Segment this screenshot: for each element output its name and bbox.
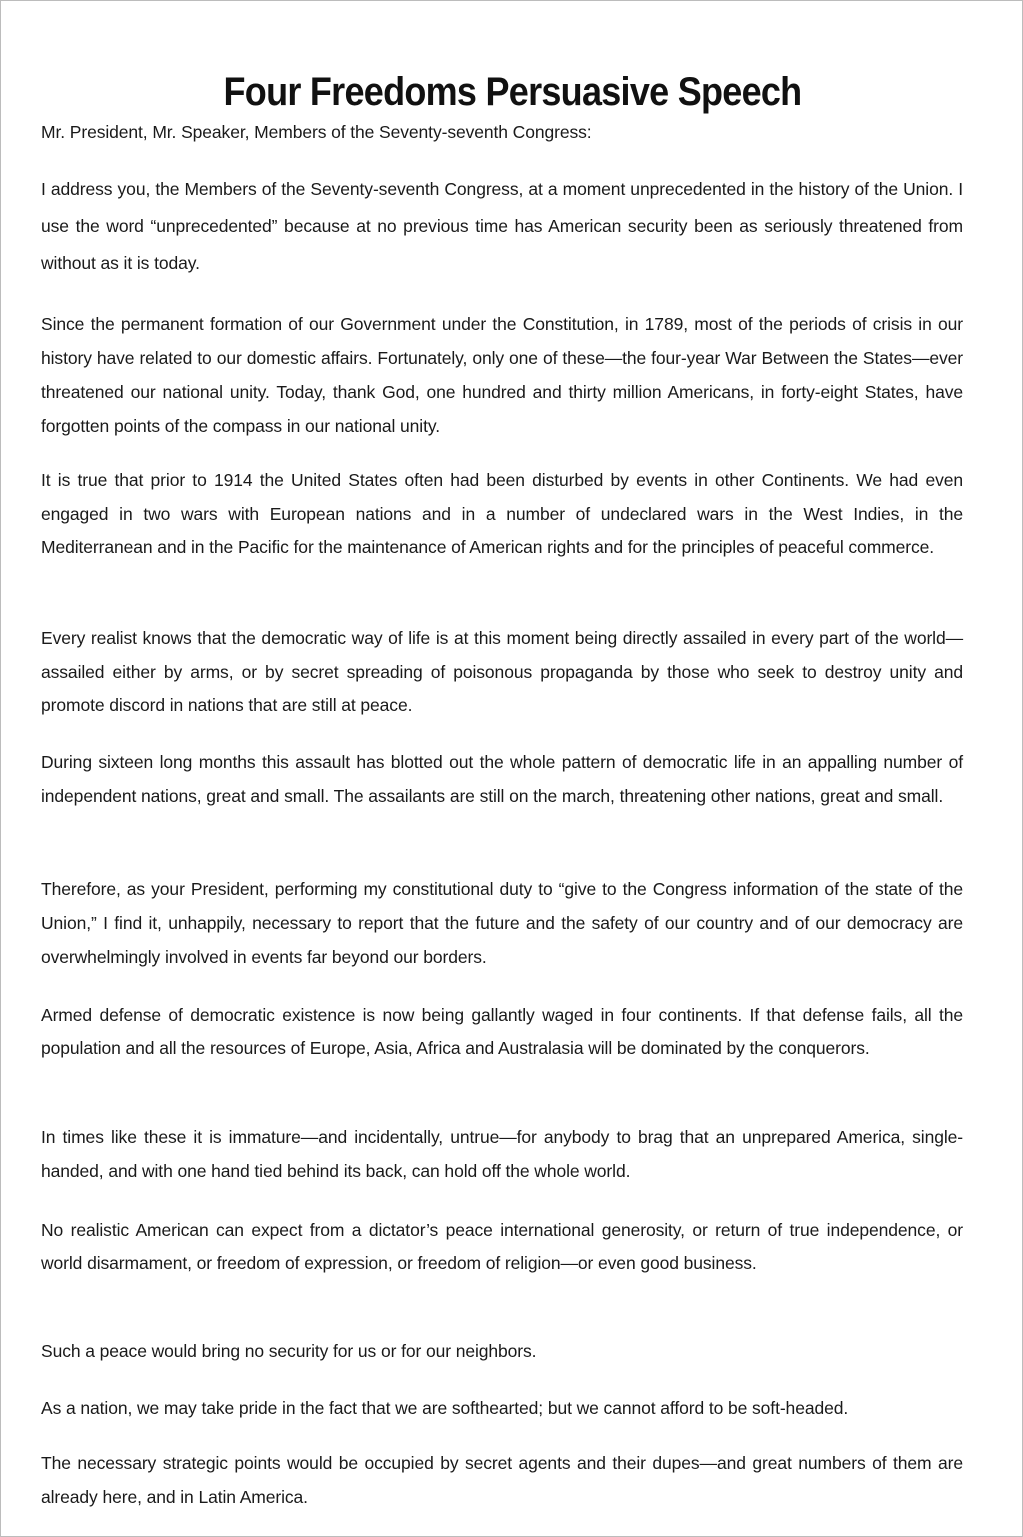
paragraph-10: Such a peace would bring no security for us or for our neighbors.: [41, 1341, 537, 1361]
paragraph-1: I address you, the Members of the Seventy-seventh Congress, at a moment unprecedented in the history of the Union. I use the word “unprecedented” because at no previous time has American security been as seriously threatened from without as it is today.: [41, 179, 963, 273]
paragraph-2: Since the permanent formation of our Government under the Constitution, in 1789, most of the periods of crisis in our history have related to our domestic affairs. Fortunately, only one of these—the four-year War Between the States—ever threatened our national unity. Today, thank God, one hundred and thirty million Americans, in forty-eight States, have forgotten points of the compass in our national unity.: [41, 314, 963, 436]
paragraph-11: As a nation, we may take pride in the fact that we are softhearted; but we cannot afford to be soft-headed.: [41, 1398, 849, 1418]
salutation: Mr. President, Mr. Speaker, Members of the Seventy-seventh Congress:: [41, 122, 592, 142]
paragraph-7: Armed defense of democratic existence is now being gallantly waged in four continents. If that defense fails, all the population and all the resources of Europe, Asia, Africa and Australasia will be dominated by the conquerors.: [41, 1005, 963, 1058]
paragraph-5: During sixteen long months this assault has blotted out the whole pattern of democratic life in an appalling number of independent nations, great and small. The assailants are still on the march, threatening other nations, great and small.: [41, 752, 963, 806]
paragraph-3: It is true that prior to 1914 the United States often had been disturbed by events in other Continents. We had even engaged in two wars with European nations and in a number of undeclared wars in the West Indies, in the Mediterranean and in the Pacific for the maintenance of American rights and for the principles of peaceful commerce.: [41, 470, 963, 557]
paragraph-4: Every realist knows that the democratic way of life is at this moment being directly assailed in every part of the world—assailed either by arms, or by secret spreading of poisonous propaganda by those who seek to destroy unity and promote discord in nations that are still at peace.: [41, 628, 963, 715]
document-title: Four Freedoms Persuasive Speech: [223, 69, 802, 114]
paragraph-9: No realistic American can expect from a dictator’s peace international generosity, or return of true independence, or world disarmament, or freedom of expression, or freedom of religion—or even good business.: [41, 1220, 963, 1273]
paragraph-8: In times like these it is immature—and incidentally, untrue—for anybody to brag that an unprepared America, single-handed, and with one hand tied behind its back, can hold off the whole world.: [41, 1127, 963, 1181]
paragraph-12: The necessary strategic points would be occupied by secret agents and their dupes—and great numbers of them are already here, and in Latin America.: [41, 1453, 963, 1507]
paragraph-6: Therefore, as your President, performing my constitutional duty to “give to the Congress information of the state of the Union,” I find it, unhappily, necessary to report that the future and the safety of our country and of our democracy are overwhelmingly involved in events far beyond our borders.: [41, 879, 963, 967]
